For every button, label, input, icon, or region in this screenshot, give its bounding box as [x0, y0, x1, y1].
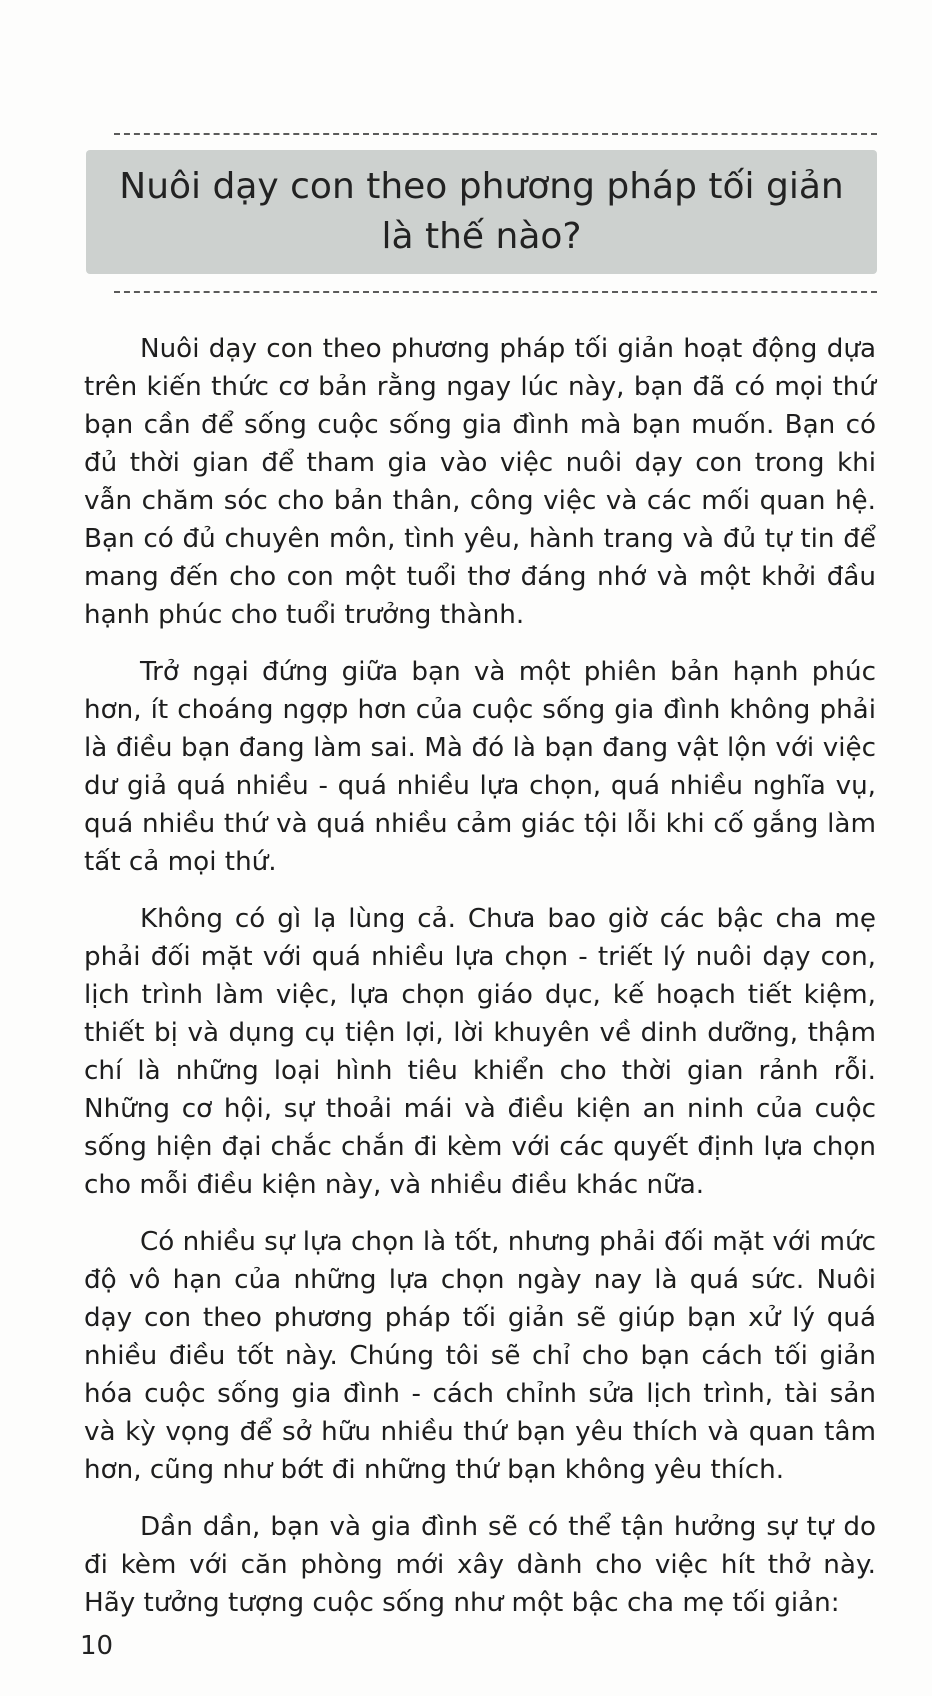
paragraph-2: Trở ngại đứng giữa bạn và một phiên bản hạnh phúc hơn, ít choáng ngợp hơn của cuộc sống gia đình không phải là điều bạn đang làm sai. Mà đó là bạn đang vật lộn với việc dư giả quá nhiều - quá nhiều lựa chọn, quá nhiều nghĩa vụ, quá nhiều thứ và quá nhiều cảm giác tội lỗi khi cố gắng làm tất cả mọi thứ. [84, 657, 876, 877]
paragraph-1: Nuôi dạy con theo phương pháp tối giản hoạt động dựa trên kiến thức cơ bản rằng ngay lúc này, bạn đã có mọi thứ bạn cần để sống cuộc sống gia đình mà bạn muốn. Bạn có đủ thời gian để tham gia vào việc nuôi dạy con trong khi vẫn chăm sóc cho bản thân, công việc và các mối quan hệ. Bạn có đủ chuyên môn, tình yêu, hành trang và đủ tự tin để mang đến cho con một tuổi thơ đáng nhớ và một khởi đầu hạnh phúc cho tuổi trưởng thành. [84, 334, 876, 630]
section-title: Nuôi dạy con theo phương pháp tối giản là thế nào? [119, 166, 844, 257]
paragraph-3: Không có gì lạ lùng cả. Chưa bao giờ các bậc cha mẹ phải đối mặt với quá nhiều lựa chọn - triết lý nuôi dạy con, lịch trình làm việc, lựa chọn giáo dục, kế hoạch tiết kiệm, thiết bị và dụng cụ tiện lợi, lời khuyên về dinh dưỡng, thậm chí là những loại hình tiêu khiển cho thời gian rảnh rỗi. Những cơ hội, sự thoải mái và điều kiện an ninh của cuộc sống hiện đại chắc chắn đi kèm với các quyết định lựa chọn cho mỗi điều kiện này, và nhiều điều khác nữa. [84, 904, 876, 1200]
title-bottom-divider [114, 291, 877, 293]
paragraph-5: Dần dần, bạn và gia đình sẽ có thể tận hưởng sự tự do đi kèm với căn phòng mới xây dành cho việc hít thở này. Hãy tưởng tượng cuộc sống như một bậc cha mẹ tối giản: [84, 1512, 876, 1618]
body-text [84, 330, 876, 1641]
section-title-box [86, 150, 877, 274]
paragraph-4: Có nhiều sự lựa chọn là tốt, nhưng phải đối mặt với mức độ vô hạn của những lựa chọn ngày nay là quá sức. Nuôi dạy con theo phương pháp tối giản sẽ giúp bạn xử lý quá nhiều điều tốt này. Chúng tôi sẽ chỉ cho bạn cách tối giản hóa cuộc sống gia đình - cách chỉnh sửa lịch trình, tài sản và kỳ vọng để sở hữu nhiều thứ bạn yêu thích và quan tâm hơn, cũng như bớt đi những thứ bạn không yêu thích. [84, 1227, 876, 1485]
title-top-divider [114, 133, 877, 135]
page-number: 10 [80, 1631, 114, 1661]
